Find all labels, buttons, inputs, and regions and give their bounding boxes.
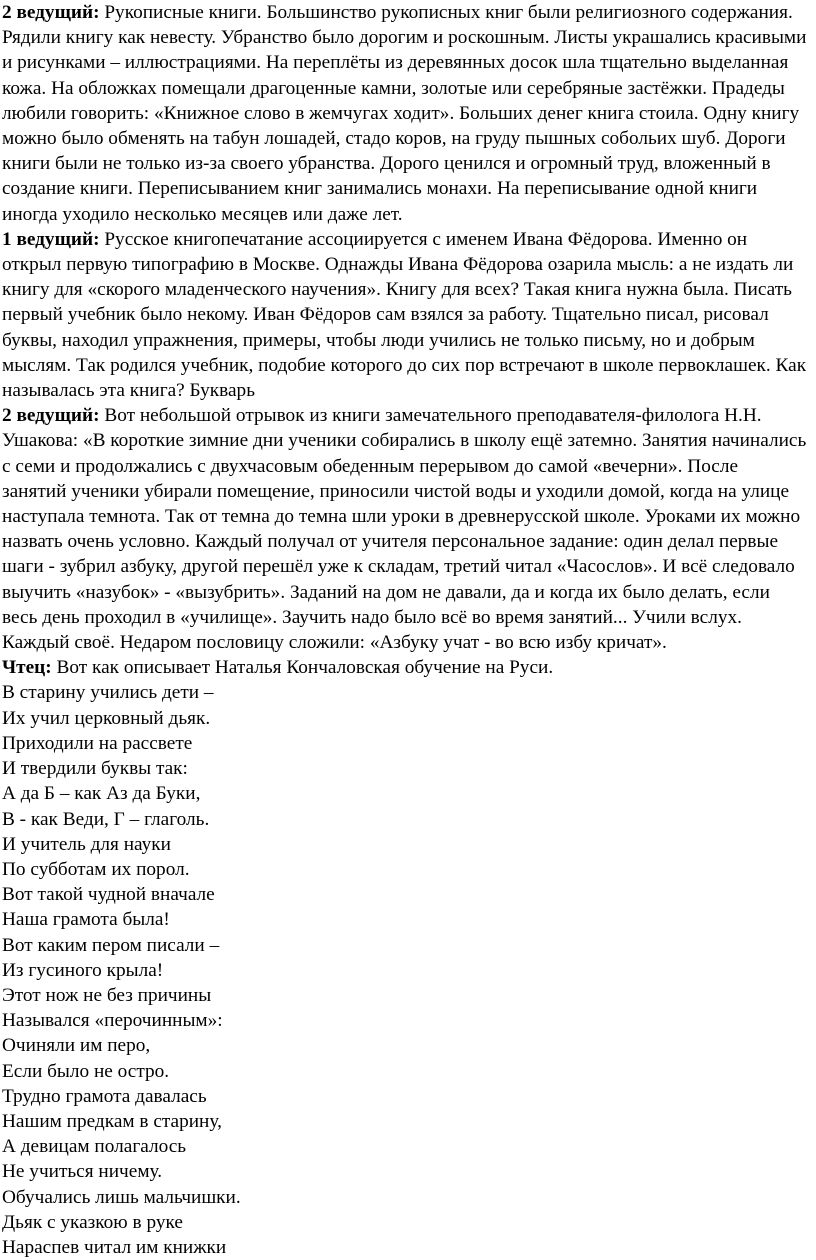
paragraph-host2-ushakov (2, 403, 807, 655)
poem-line: В старину учились дети – (2, 682, 214, 704)
paragraph-host1-fedorov (2, 227, 807, 403)
poem-line: Нашим предкам в старину, (2, 1110, 222, 1132)
paragraph-text: Рукописные книги. Большинство рукописных книг были религиозного содержания. Рядили книгу как невесту. Убранство было дорогим и роскошным. Листы украшались красивыми и рисунками – иллюстрациями. На переплёты из деревянных досок шла тщательно выделанная кожа. На обложках помещали драгоценные камни, золотые или серебряные застёжки. Прадеды любили говорить: «Книжное слово в жемчугах ходит». Больших денег книга стоила. Одну книгу можно было обменять на табун лошадей, стадо коров, на груду пышных собольих шуб. Дороги книги были не только из-за своего убранства. Дорого ценился и огромный труд, вложенный в создание книги. Переписыванием книг занимались монахи. На переписывание одной книги иногда уходило несколько месяцев или даже лет. (2, 2, 807, 225)
poem-line: А да Б – как Аз да Буки, (2, 783, 201, 805)
poem-line: И твердили буквы так: (2, 758, 188, 780)
poem-line: А девицам полагалось (2, 1136, 187, 1158)
poem-line: Из гусиного крыла! (2, 959, 164, 981)
poem-line: Приходили на рассвете (2, 732, 193, 754)
poem-line: Не учиться ничему. (2, 1161, 163, 1183)
poem-line: Этот нож не без причины (2, 984, 212, 1006)
poem-line: Вот каким пером писали – (2, 934, 220, 956)
poem-line: Вот такой чудной вначале (2, 884, 215, 906)
poem-line: Если было не остро. (2, 1060, 170, 1082)
poem-line: И учитель для науки (2, 833, 171, 855)
speaker-label: 1 ведущий: (2, 228, 100, 250)
paragraph-reader (2, 655, 807, 680)
paragraph-text: Вот как описывает Наталья Кончаловская обучение на Руси. (56, 657, 554, 679)
poem-line: Очиняли им перо, (2, 1035, 151, 1057)
paragraph-text: Вот небольшой отрывок из книги замечательного преподавателя-филолога Н.Н. Ушакова: «В короткие зимние дни ученики собирались в школу ещё затемно. Занятия начинались с семи и продолжались с двухчасовым обеденным перерывом до самой «вечерни». После занятий ученики убирали помещение, приносили чистой воды и уходили домой, когда на улице наступала темнота. Так от темна до темна шли уроки в древнерусской школе. Уроками их можно назвать очень условно. Каждый получал от учителя персональное задание: один делал первые шаги - зубрил азбуку, другой перешёл уже к складам, третий читал «Часослов». И всё следовало выучить «назубок» - «вызубрить». Заданий на дом не давали, да и когда их было делать, если весь день проходил в «училище». Заучить надо было всё во время занятий... Учили вслух. Каждый своё. Недаром пословицу сложили: «Азбуку учат - во всю избу кричат». (2, 405, 807, 654)
poem-line: Их учил церковный дьяк. (2, 707, 211, 729)
paragraph-host2-manuscripts (2, 0, 807, 227)
poem (2, 680, 807, 1260)
speaker-label: 2 ведущий: (2, 2, 100, 23)
poem-line: Обучались лишь мальчишки. (2, 1186, 241, 1208)
poem-line: Трудно грамота давалась (2, 1085, 207, 1107)
poem-line: Дьяк с указкою в руке (2, 1211, 183, 1233)
poem-line: Нараспев читал им книжки (2, 1236, 227, 1258)
paragraph-text: Русское книгопечатание ассоциируется с именем Ивана Фёдорова. Именно он открыл первую типографию в Москве. Однажды Ивана Фёдорова озарила мысль: а не издать ли книгу для «скорого младенческого научения». Книгу для всех? Такая книга нужна была. Писать первый учебник было некому. Иван Фёдоров сам взялся за работу. Тщательно писал, рисовал буквы, находил упражнения, примеры, чтобы люди учились не только письму, но и добрым мыслям. Так родился учебник, подобие которого до сих пор встречают в школе первоклашек. Как называлась эта книга? Букварь (2, 228, 807, 402)
speaker-label: 2 ведущий: (2, 405, 100, 427)
poem-line: По субботам их порол. (2, 858, 190, 880)
speaker-label: Чтец: (2, 657, 52, 679)
poem-line: В - как Веди, Г – глаголь. (2, 808, 210, 830)
poem-line: Назывался «перочинным»: (2, 1010, 223, 1032)
poem-line: Наша грамота была! (2, 909, 170, 931)
